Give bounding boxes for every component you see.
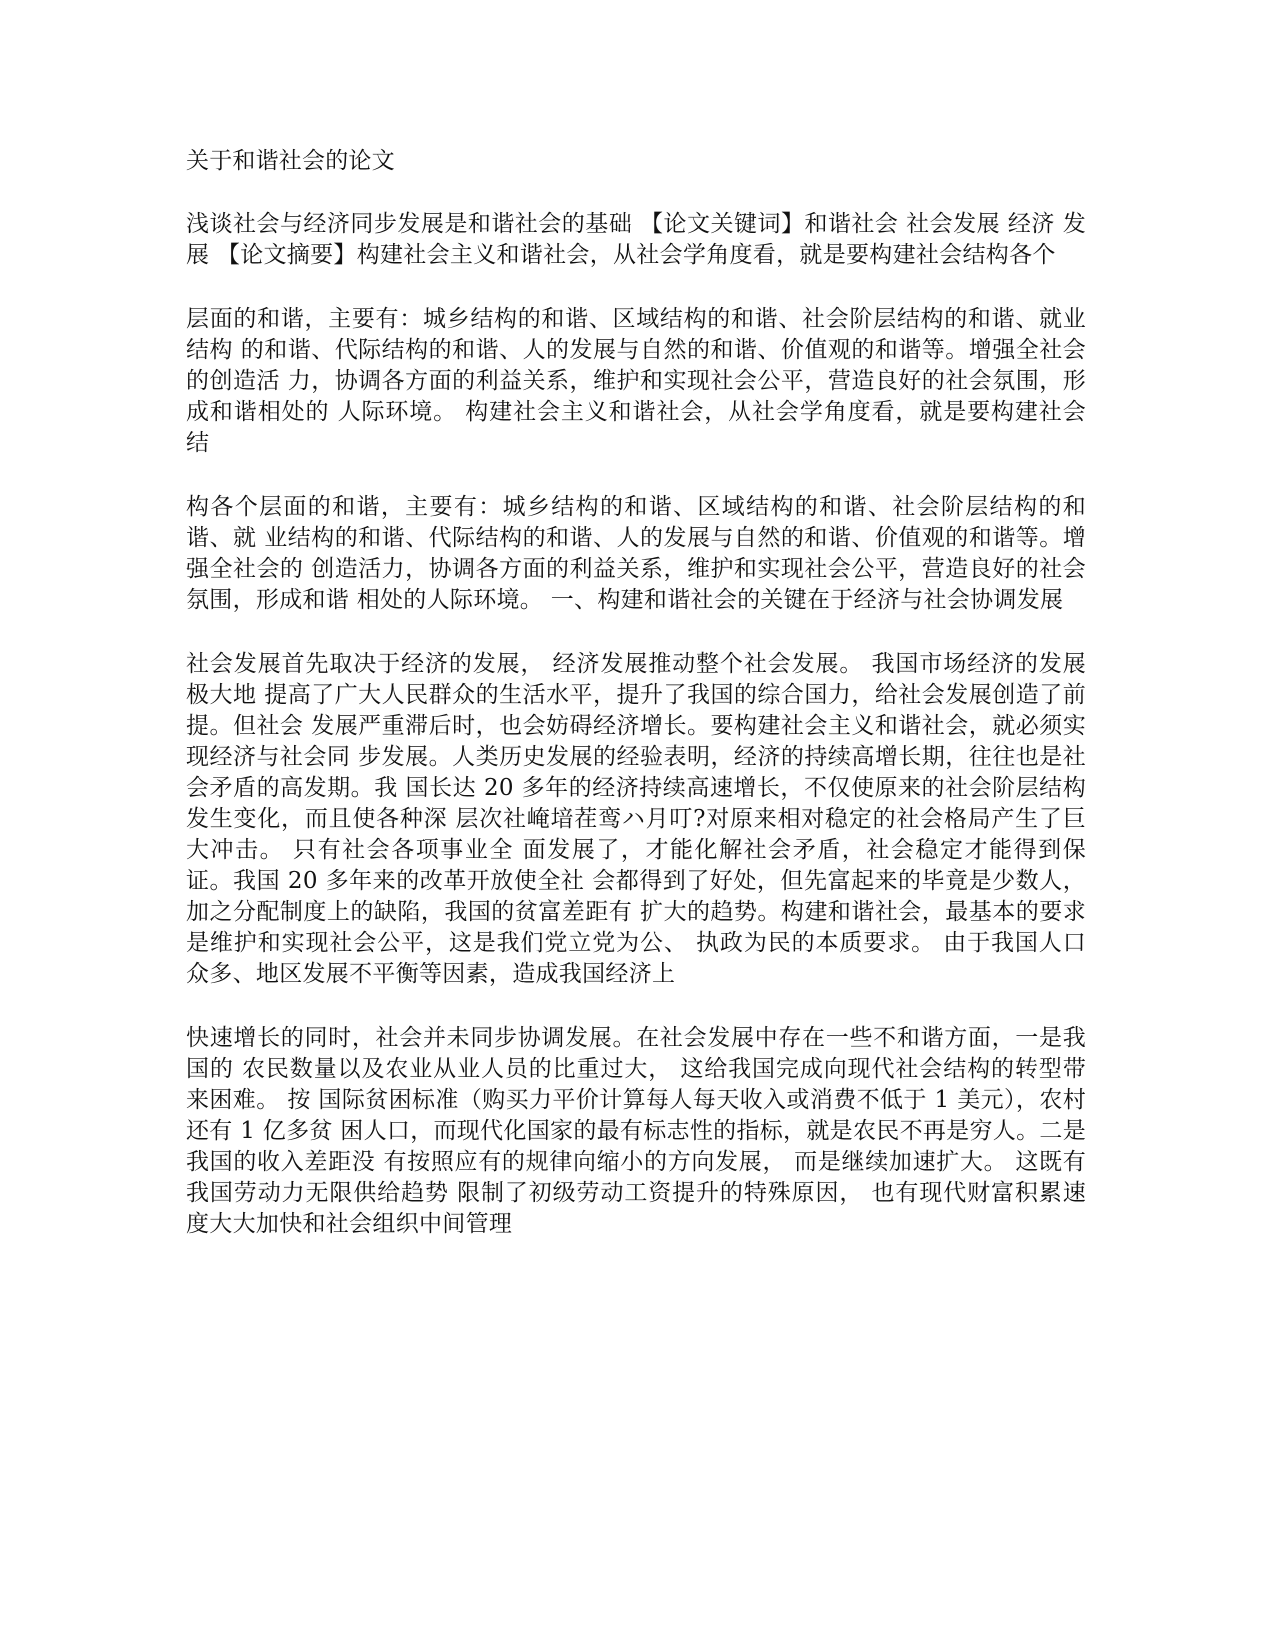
document-title: 关于和谐社会的论文: [186, 148, 395, 174]
paragraph-social-structure-repeat: 构各个层面的和谐，主要有：城乡结构的和谐、区域结构的和谐、社会阶层结构的和谐、就 业结构的和谐、代际结构的和谐、人的发展与自然的和谐、价值观的和谐等。增强全社会的 创造活力，协调各方面的利益关系，维护和实现社会公平，营造良好的社会氛围，形成和谐 相处的人际环境。 一、构建和谐社会的关键在于经济与社会协调发展: [186, 494, 1086, 613]
paragraph-abstract: 浅谈社会与经济同步发展是和谐社会的基础 【论文关键词】和谐社会 社会发展 经济 发展 【论文摘要】构建社会主义和谐社会，从社会学角度看，就是要构建社会结构各个: [186, 211, 1086, 268]
paragraph-economic-development: 社会发展首先取决于经济的发展， 经济发展推动整个社会发展。 我国市场经济的发展极大地 提高了广大人民群众的生活水平，提升了我国的综合国力，给社会发展创造了前提。但社会 发展严重滞后时，也会妨碍经济增长。要构建社会主义和谐社会，就必须实现经济与社会同 步发展。人类历史发展的经验表明，经济的持续高增长期，往往也是社会矛盾的高发期。我 国长达 20 多年的经济持续高速增长，不仅使原来的社会阶层结构发生变化，而且使各种深 层次社崦堷茬鸾ハ月叮?对原来相对稳定的社会格局产生了巨大冲击。 只有社会各项事业全 面发展了，才能化解社会矛盾，社会稳定才能得到保证。我国 20 多年来的改革开放使全社 会都得到了好处，但先富起来的毕竟是少数人，加之分配制度上的缺陷，我国的贫富差距有 扩大的趋势。构建和谐社会，最基本的要求是维护和实现社会公平，这是我们党立党为公、 执政为民的本质要求。 由于我国人口众多、地区发展不平衡等因素，造成我国经济上: [186, 651, 1086, 987]
paragraph-social-structure: 层面的和谐，主要有：城乡结构的和谐、区域结构的和谐、社会阶层结构的和谐、就业结构 的和谐、代际结构的和谐、人的发展与自然的和谐、价值观的和谐等。增强全社会的创造活 力，协调各方面的利益关系，维护和实现社会公平，营造良好的社会氛围，形成和谐相处的 人际环境。 构建社会主义和谐社会，从社会学角度看，就是要构建社会结: [186, 306, 1086, 456]
document-body: [186, 146, 1086, 1240]
paragraph-coordinated-development: 快速增长的同时，社会并未同步协调发展。在社会发展中存在一些不和谐方面，一是我国的 农民数量以及农业从业人员的比重过大， 这给我国完成向现代社会结构的转型带来困难。 按 国际贫困标准（购买力平价计算每人每天收入或消费不低于 1 美元），农村还有 1 亿多贫 困人口，而现代化国家的最有标志性的指标，就是农民不再是穷人。二是我国的收入差距没 有按照应有的规律向缩小的方向发展， 而是继续加速扩大。 这既有我国劳动力无限供给趋势 限制了初级劳动工资提升的特殊原因， 也有现代财富积累速度大大加快和社会组织中间管理: [186, 1025, 1086, 1237]
